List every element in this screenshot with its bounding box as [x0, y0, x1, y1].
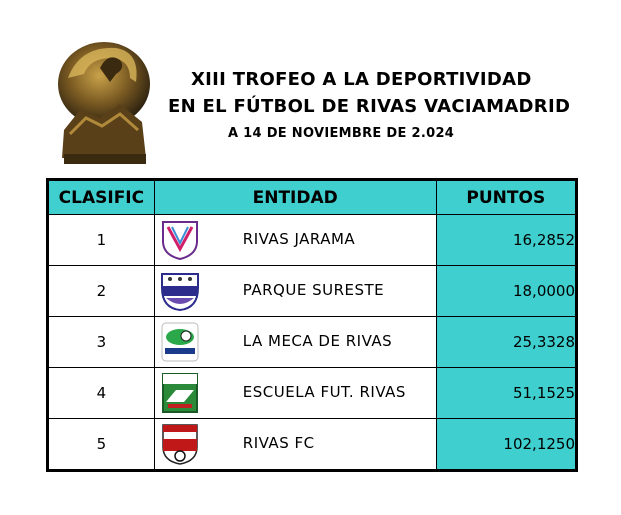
- position-cell: 2: [48, 266, 155, 317]
- entity-cell: [154, 317, 436, 368]
- position-cell: 4: [48, 368, 155, 419]
- rivas-jarama-crest-icon: [160, 219, 200, 261]
- standings-table: [46, 178, 578, 472]
- la-meca-crest-icon: [160, 321, 200, 363]
- entity-name: PARQUE SURESTE: [242, 281, 385, 299]
- table-row: [48, 266, 577, 317]
- entity-cell: [154, 368, 436, 419]
- points-cell: 16,2852: [436, 215, 576, 266]
- points-cell: 25,3328: [436, 317, 576, 368]
- position-cell: 1: [48, 215, 155, 266]
- table-header-row: [48, 180, 577, 215]
- parque-sureste-crest-icon: [160, 270, 200, 312]
- table-row: [48, 368, 577, 419]
- entity-name: LA MECA DE RIVAS: [242, 332, 393, 350]
- position-cell: 3: [48, 317, 155, 368]
- entity-cell: [154, 419, 436, 471]
- title-line-2: EN EL FÚTBOL DE RIVAS VACIAMADRID: [168, 96, 571, 117]
- entity-name: ESCUELA FUT. RIVAS: [242, 383, 406, 401]
- column-header-puntos: PUNTOS: [436, 180, 576, 215]
- points-cell: 51,1525: [436, 368, 576, 419]
- column-header-entidad: ENTIDAD: [154, 180, 436, 215]
- date-line: A 14 DE NOVIEMBRE DE 2.024: [228, 126, 455, 141]
- title-line-1: XIII TROFEO A LA DEPORTIVIDAD: [191, 69, 532, 90]
- table-row: [48, 317, 577, 368]
- points-cell: 18,0000: [436, 266, 576, 317]
- points-cell: 102,1250: [436, 419, 576, 471]
- column-header-clasific: CLASIFIC: [48, 180, 155, 215]
- entity-cell: [154, 215, 436, 266]
- entity-cell: [154, 266, 436, 317]
- trophy-icon: [50, 38, 158, 166]
- table-row: [48, 419, 577, 471]
- rivas-fc-crest-icon: [160, 423, 200, 465]
- entity-name: RIVAS JARAMA: [242, 230, 356, 248]
- escuela-fut-rivas-crest-icon: [160, 372, 200, 414]
- entity-name: RIVAS FC: [242, 434, 315, 452]
- position-cell: 5: [48, 419, 155, 471]
- table-row: [48, 215, 577, 266]
